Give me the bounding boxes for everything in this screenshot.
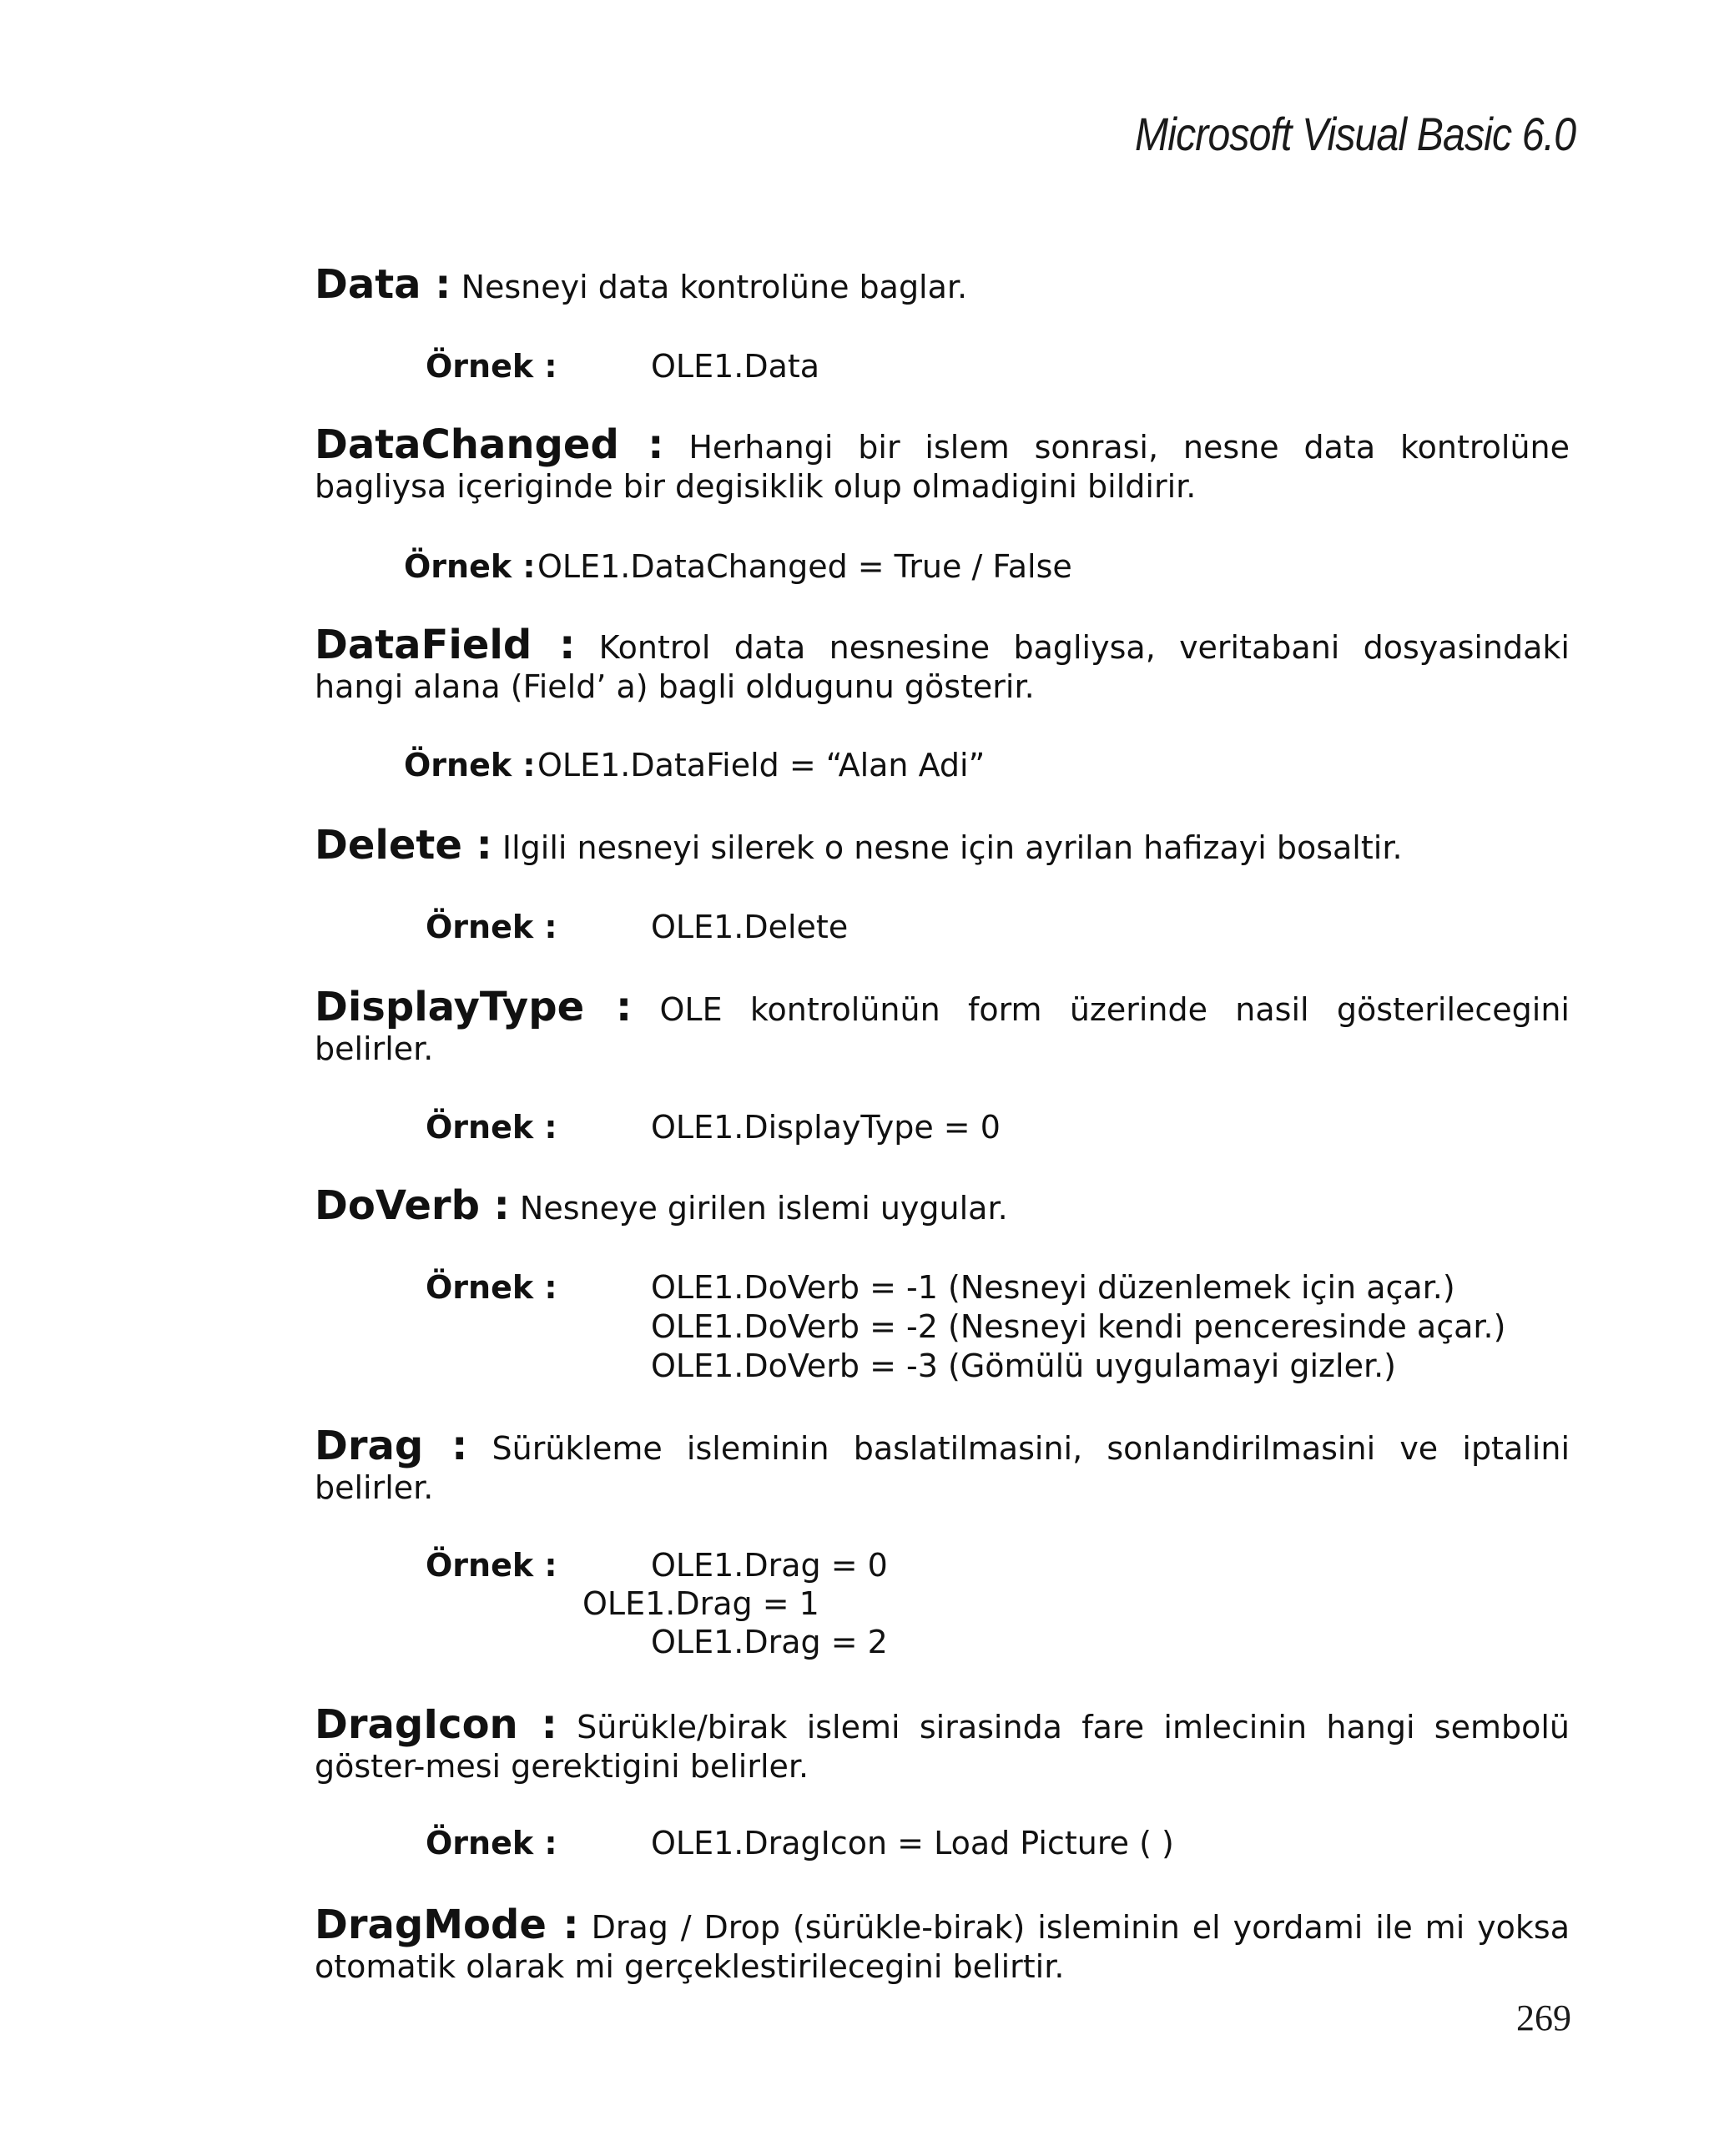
example-code-line: OLE1.Drag = 1	[582, 1585, 819, 1622]
example-code-line: OLE1.DoVerb = -2 (Nesneyi kendi penceresinde açar.)	[651, 1308, 1506, 1345]
example-displaytype	[426, 1108, 1001, 1147]
example-code-line: OLE1.DoVerb = -3 (Gömülü uygulamayi gizler.)	[651, 1348, 1396, 1384]
desc-dragicon: Sürükle/birak islemi sirasinda fare imlecinin hangi sembolü göster-mesi gerektigini belirler.	[315, 1709, 1570, 1785]
example-data	[426, 347, 819, 386]
example-drag	[426, 1546, 888, 1585]
example-code-line: OLE1.Drag = 2	[651, 1624, 888, 1660]
example-drag-line2	[582, 1584, 819, 1624]
term-dragicon: DragIcon :	[315, 1701, 557, 1748]
entry-datafield	[315, 622, 1570, 707]
desc-delete: Ilgili nesneyi silerek o nesne için ayrilan hafizayi bosaltir.	[492, 829, 1403, 866]
example-code: OLE1.DataField = “Alan Adi”	[537, 747, 986, 783]
example-code: OLE1.Delete	[651, 909, 849, 945]
term-data: Data :	[315, 261, 451, 308]
example-label: Örnek :	[404, 747, 536, 783]
term-datachanged: DataChanged :	[315, 421, 664, 468]
entry-data	[315, 261, 1570, 308]
page-number: 269	[1516, 1997, 1571, 2038]
desc-data: Nesneyi data kontrolüne baglar.	[451, 269, 968, 305]
example-dragicon	[426, 1824, 1174, 1863]
entry-datachanged	[315, 421, 1570, 506]
entry-dragmode	[315, 1902, 1570, 1987]
desc-doverb: Nesneye girilen islemi uygular.	[509, 1190, 1008, 1227]
example-label: Örnek :	[404, 548, 536, 585]
entry-displaytype	[315, 984, 1570, 1069]
desc-dragmode: Drag / Drop (sürükle-birak) isleminin el yordami ile mi yoksa otomatik olarak mi gerçeklestirilecegini belirtir.	[315, 1909, 1570, 1985]
term-datafield: DataField :	[315, 622, 576, 668]
example-datachanged	[404, 547, 1072, 587]
desc-displaytype: OLE kontrolünün form üzerinde nasil gösterilecegini belirler.	[315, 991, 1570, 1067]
example-code: OLE1.DataChanged = True / False	[537, 548, 1072, 585]
example-label: Örnek :	[426, 1109, 557, 1146]
running-header: Microsoft Visual Basic 6.0	[1134, 108, 1575, 160]
desc-datachanged: Herhangi bir islem sonrasi, nesne data kontrolüne bagliysa içeriginde bir degisiklik olup olmadigini bildirir.	[315, 429, 1570, 505]
term-displaytype: DisplayType :	[315, 984, 633, 1030]
example-label: Örnek :	[426, 909, 557, 945]
example-code-line: OLE1.Drag = 0	[651, 1547, 888, 1584]
desc-datafield: Kontrol data nesnesine bagliysa, veritabani dosyasindaki hangi alana (Field’ a) bagli oldugunu gösterir.	[315, 629, 1570, 705]
term-doverb: DoVerb :	[315, 1182, 510, 1229]
example-label: Örnek :	[426, 1825, 557, 1861]
example-datafield	[404, 746, 985, 785]
example-drag-line3	[651, 1623, 888, 1662]
entry-drag	[315, 1423, 1570, 1508]
entry-doverb	[315, 1182, 1570, 1229]
term-drag: Drag :	[315, 1423, 468, 1469]
example-delete	[426, 908, 848, 947]
term-dragmode: DragMode :	[315, 1902, 579, 1948]
example-code: OLE1.Data	[651, 348, 820, 385]
example-code: OLE1.DragIcon = Load Picture ( )	[651, 1825, 1174, 1861]
example-label: Örnek :	[426, 1547, 557, 1584]
example-code-group	[651, 1268, 1505, 1386]
example-label: Örnek :	[426, 348, 557, 385]
example-label: Örnek :	[426, 1269, 557, 1306]
example-code-line: OLE1.DoVerb = -1 (Nesneyi düzenlemek için açar.)	[651, 1269, 1455, 1306]
entry-dragicon	[315, 1701, 1570, 1786]
desc-drag: Sürükleme isleminin baslatilmasini, sonlandirilmasini ve iptalini belirler.	[315, 1430, 1570, 1506]
example-code: OLE1.DisplayType = 0	[651, 1109, 1001, 1146]
term-delete: Delete :	[315, 822, 492, 869]
entry-delete	[315, 822, 1570, 869]
example-doverb	[426, 1268, 1505, 1386]
